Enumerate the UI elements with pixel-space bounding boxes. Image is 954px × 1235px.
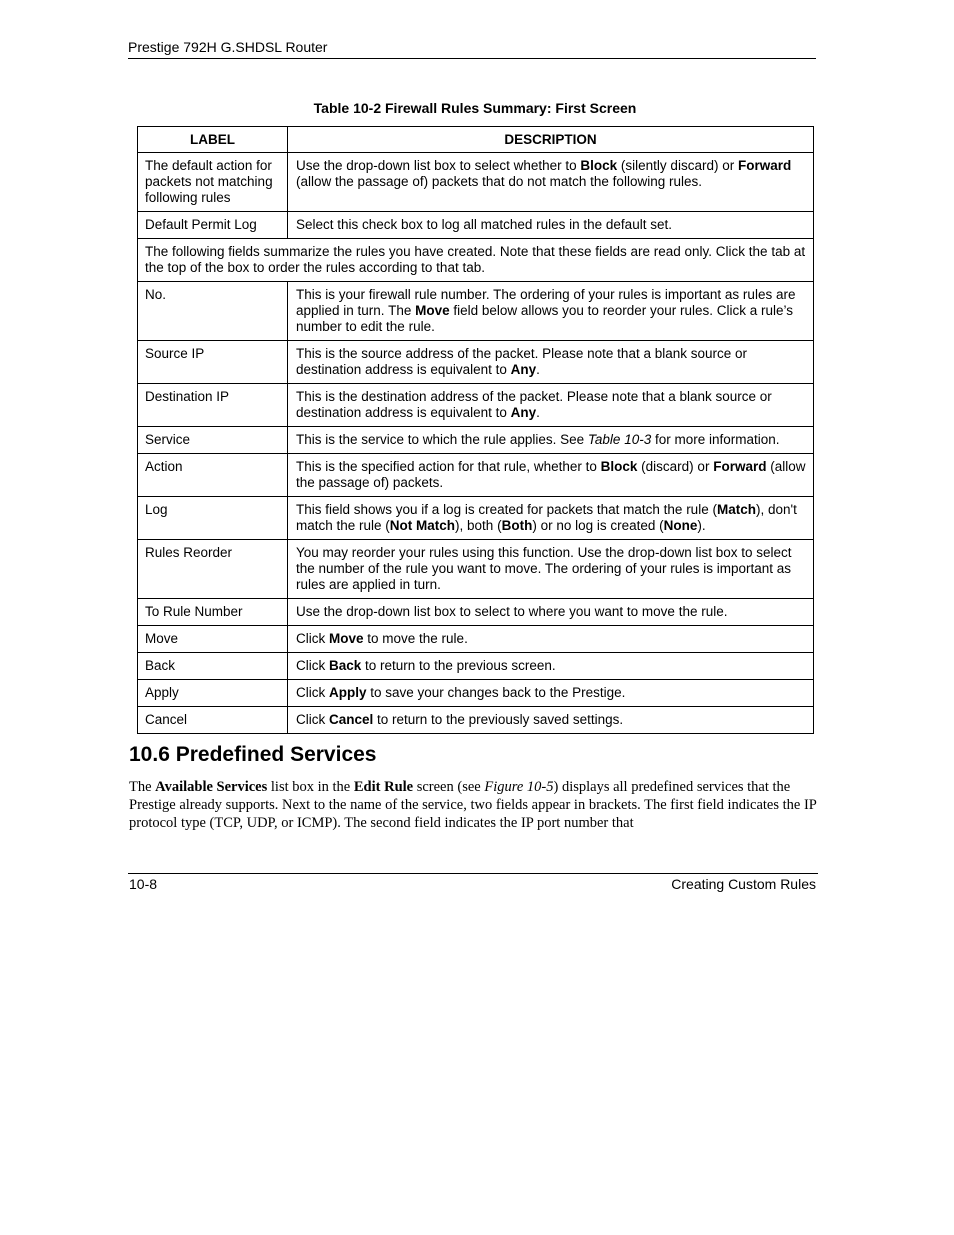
text-run: (discard) or [637, 459, 714, 474]
table-row [138, 427, 814, 454]
column-header-label: LABEL [138, 127, 288, 153]
table-note-cell [138, 239, 814, 282]
bold-term: Forward [737, 158, 792, 173]
table-row [138, 653, 814, 680]
text-run: . [536, 362, 540, 377]
bold-term: Available Services [155, 779, 268, 795]
bold-term: Any [510, 362, 537, 377]
bold-term: Both [501, 518, 533, 533]
bold-term: Cancel [329, 712, 374, 727]
table-row [138, 540, 814, 599]
bold-term: None [663, 518, 698, 533]
label-cell: Default Permit Log [138, 212, 288, 239]
footer-divider [128, 873, 818, 874]
description-cell [288, 540, 814, 599]
table-row [138, 680, 814, 707]
table-row [138, 384, 814, 427]
text-run: (allow the passage of) packets that do not match the following rules. [296, 174, 702, 189]
description-cell [288, 212, 814, 239]
description-cell [288, 153, 814, 212]
text-run: ), both ( [455, 518, 502, 533]
description-cell [288, 599, 814, 626]
label-cell: Move [138, 626, 288, 653]
bold-term: Back [329, 658, 362, 673]
text-run: Click [296, 712, 329, 727]
label-cell: Log [138, 497, 288, 540]
table-row [138, 341, 814, 384]
chapter-title-footer: Creating Custom Rules [671, 876, 816, 892]
text-run: to move the rule. [363, 631, 468, 646]
description-cell [288, 341, 814, 384]
label-cell: The default action for packets not matching following rules [138, 153, 288, 212]
section-title: 10.6 Predefined Services [129, 743, 377, 766]
text-run: field below allows you to reorder your rules. Click a rule’s number to edit the rule. [296, 303, 794, 334]
text-run: This is the source address of the packet. Please note that a blank source or destination address is equivalent to [296, 346, 748, 377]
text-run: Select this check box to log all matched rules in the default set. [296, 217, 672, 232]
text-run: to return to the previous screen. [361, 658, 556, 673]
table-row [138, 626, 814, 653]
text-run: The following fields summarize the rules you have created. Note that these fields are read only. Click the tab at the top of the box to order the rules according to that tab. [145, 244, 806, 275]
label-cell: Source IP [138, 341, 288, 384]
table-row [138, 454, 814, 497]
label-cell: Back [138, 653, 288, 680]
bold-term: Edit Rule [353, 779, 414, 795]
text-run: You may reorder your rules using this function. Use the drop-down list box to select the number of the rule you want to move. The ordering of your rules is important as rules are applied in turn. [296, 545, 792, 592]
text-run: ) displays all predefined services that the Prestige already supports. Next to the name of the service, two fields appear in brackets. The first field indicates the IP protocol type (TCP, UDP, or ICMP). The second field indicates the IP port number that [129, 779, 817, 831]
table-caption: Table 10-2 Firewall Rules Summary: First Screen [313, 100, 637, 116]
label-cell: No. [138, 282, 288, 341]
firewall-rules-summary-table [137, 126, 814, 734]
label-cell: Service [138, 427, 288, 454]
running-header: Prestige 792H G.SHDSL Router [128, 38, 816, 59]
description-cell [288, 384, 814, 427]
label-cell: Rules Reorder [138, 540, 288, 599]
italic-reference: Table 10-3 [587, 432, 652, 447]
text-run: for more information. [651, 432, 780, 447]
bold-term: Move [415, 303, 450, 318]
label-cell: Destination IP [138, 384, 288, 427]
label-cell: Action [138, 454, 288, 497]
label-cell: Apply [138, 680, 288, 707]
bold-term: Block [580, 158, 618, 173]
text-run: This is your firewall rule number. The ordering of your rules is important as rules are applied in turn. The [296, 287, 796, 318]
text-run: screen (see [413, 779, 485, 795]
bold-term: Any [510, 405, 537, 420]
description-cell [288, 626, 814, 653]
table-row [138, 212, 814, 239]
label-cell: To Rule Number [138, 599, 288, 626]
table-body [138, 153, 814, 734]
table-row [138, 707, 814, 734]
label-cell: Cancel [138, 707, 288, 734]
text-run: (allow the passage of) packets. [296, 459, 806, 490]
bold-term: Apply [329, 685, 367, 700]
description-cell [288, 497, 814, 540]
table-row [138, 153, 814, 212]
bold-term: Forward [713, 459, 767, 474]
text-run: to return to the previously saved settings. [373, 712, 624, 727]
description-cell [288, 427, 814, 454]
text-run: Click [296, 658, 329, 673]
text-run: Click [296, 685, 329, 700]
text-run: to save your changes back to the Prestige. [366, 685, 626, 700]
bold-term: Not Match [389, 518, 456, 533]
bold-term: Match [716, 502, 756, 517]
column-header-description: DESCRIPTION [288, 127, 814, 153]
text-run: (silently discard) or [617, 158, 738, 173]
table-row [138, 497, 814, 540]
text-run: ), don't match the rule ( [296, 502, 797, 533]
page-number: 10-8 [129, 876, 158, 892]
text-run: Use the drop-down list box to select whether to [296, 158, 581, 173]
table-row [138, 599, 814, 626]
description-cell [288, 680, 814, 707]
text-run: Click [296, 631, 329, 646]
table-header-row [138, 127, 814, 153]
table-row [138, 282, 814, 341]
text-run: This is the destination address of the packet. Please note that a blank source or destination address is equivalent to [296, 389, 772, 420]
text-run: list box in the [267, 779, 354, 795]
text-run: . [536, 405, 540, 420]
text-run: This is the service to which the rule applies. See [296, 432, 588, 447]
description-cell [288, 282, 814, 341]
bold-term: Move [329, 631, 364, 646]
description-cell [288, 454, 814, 497]
description-cell [288, 707, 814, 734]
italic-reference: Figure 10-5 [484, 779, 554, 795]
bold-term: Block [600, 459, 638, 474]
text-run: Use the drop-down list box to select to where you want to move the rule. [296, 604, 728, 619]
text-run: The [129, 779, 156, 795]
text-run: ) or no log is created ( [532, 518, 664, 533]
text-run: ). [697, 518, 706, 533]
table-row [138, 239, 814, 282]
section-body-paragraph [129, 778, 817, 832]
description-cell [288, 653, 814, 680]
text-run: This is the specified action for that rule, whether to [296, 459, 601, 474]
text-run: This field shows you if a log is created for packets that match the rule ( [296, 502, 717, 517]
